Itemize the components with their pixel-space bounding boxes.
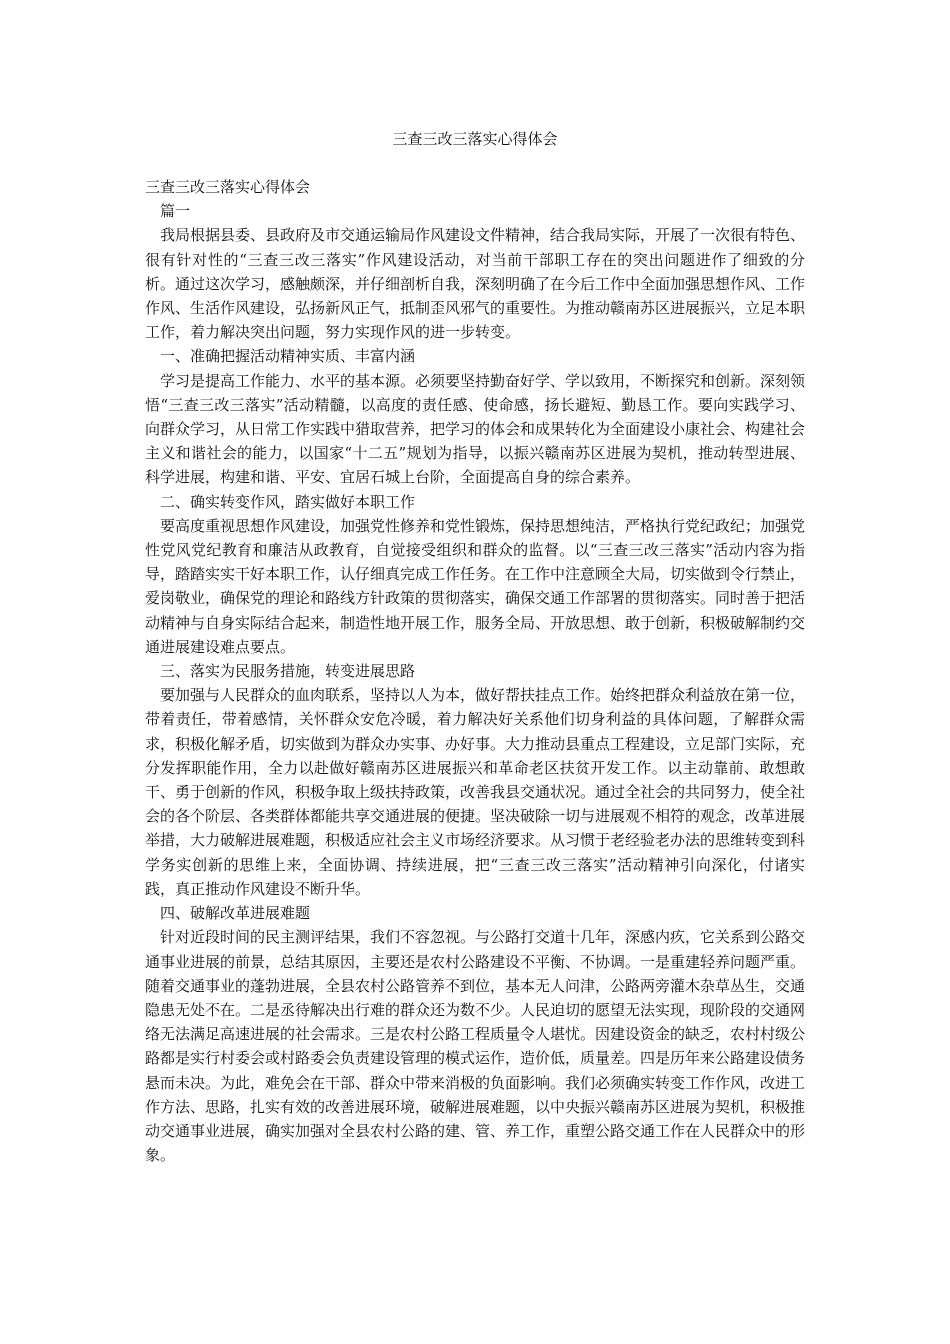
section-heading-four: 四、破解改革进展难题 bbox=[160, 904, 311, 923]
document-title: 三查三改三落实心得体会 bbox=[392, 130, 558, 148]
paragraph-section-four: 针对近段时间的民主测评结果，我们不容忽视。与公路打交道十几年，深感内疚，它关系到公路交通事业进展的前景，总结其原因，主要还是农村公路建设不平衡、不协调。一是重建轻养问题严重。随着交通事业的蓬勃进展，全县农村公路管养不到位，基本无人问津，公路两旁灌木杂草丛生，交通隐患无处不在。二是丞待解决出行难的群众还为数不少。人民迫切的愿望无法实现，现阶段的交通网络无法满足高速进展的社会需求。三是农村公路工程质量令人堪忧。因建设资金的缺乏，农村村级公路都是实行村委会或村路委会负责建设管理的模式运作，造价低，质量差。四是历年来公路建设债务悬而未决。为此，难免会在干部、群众中带来消极的负面影响。我们必须确实转变工作作风，改进工作方法、思路，扎实有效的改善进展环境，破解进展难题，以中央振兴赣南苏区进展为契机，积极推动交通事业进展，确实加强对全县农村公路的建、管、养工作，重塑公路交通工作在人民群众中的形象。 bbox=[145, 928, 806, 1165]
paragraph-intro: 我局根据县委、县政府及市交通运输局作风建设文件精神，结合我局实际，开展了一次很有特色、很有针对性的“三查三改三落实”作风建设活动，对当前干部职工存在的突出问题进作了细致的分析。通过这次学习，感触颇深，并仔细剖析自我，深刻明确了在今后工作中全面加强思想作风、工作作风、生活作风建设，弘扬新风正气，抵制歪风邪气的重要性。为推动赣南苏区进展振兴，立足本职工作，着力解决突出问题，努力实现作风的进一步转变。 bbox=[145, 226, 806, 342]
section-heading-one: 一、准确把握活动精神实质、丰富内涵 bbox=[160, 347, 416, 366]
document-subtitle: 三查三改三落实心得体会 bbox=[145, 178, 311, 196]
paragraph-section-one: 学习是提高工作能力、水平的基本源。必须要坚持勤奋好学、学以致用，不断探究和创新。深刻领悟“三查三改三落实”活动精髓，以高度的责任感、使命感，扬长避短、勤恳工作。要向实践学习、向群众学习，从日常工作实践中猎取营养，把学习的体会和成果转化为全面建设小康社会、构建社会主义和谐社会的能力，以国家“十二五”规划为指导，以振兴赣南苏区进展为契机，推动转型进展、科学进展，构建和谐、平安、宜居石城上台阶，全面提高自身的综合素养。 bbox=[145, 371, 806, 487]
section-label-part-one: 篇一 bbox=[160, 202, 191, 221]
paragraph-section-two: 要高度重视思想作风建设，加强党性修养和党性锻炼，保持思想纯洁，严格执行党纪政纪；加强党性党风党纪教育和廉洁从政教育，自觉接受组织和群众的监督。以“三查三改三落实”活动内容为指导，踏踏实实干好本职工作，认仔细真完成工作任务。在工作中注意顾全大局，切实做到令行禁止，爱岗敬业，确保党的理论和路线方针政策的贯彻落实，确保交通工作部署的贯彻落实。同时善于把活动精神与自身实际结合起来，制造性地开展工作，服务全局、开放思想、敢于创新，积极破解制约交通进展建设难点要点。 bbox=[145, 516, 806, 656]
section-heading-two: 二、确实转变作风，踏实做好本职工作 bbox=[160, 492, 416, 511]
section-heading-three: 三、落实为民服务措施，转变进展思路 bbox=[160, 662, 416, 681]
paragraph-section-three: 要加强与人民群众的血肉联系，坚持以人为本，做好帮扶挂点工作。始终把群众利益放在第一位，带着责任，带着感情，关怀群众安危冷暖，着力解决好关系他们切身利益的具体问题，了解群众需求，积极化解矛盾，切实做到为群众办实事、办好事。大力推动县重点工程建设，立足部门实际，充分发挥职能作用，全力以赴做好赣南苏区进展振兴和革命老区扶贫开发工作。以主动靠前、敢想敢干、勇于创新的作风，积极争取上级扶持政策，改善我县交通状况。通过全社会的共同努力，使全社会的各个阶层、各类群体都能共享交通进展的便捷。坚决破除一切与进展观不相符的观念，改革进展举措，大力破解进展难题，积极适应社会主义市场经济要求。从习惯于老经验老办法的思维转变到科学务实创新的思维上来，全面协调、持续进展，把“三查三改三落实”活动精神引向深化，付诸实践，真正推动作风建设不断升华。 bbox=[145, 686, 806, 898]
document-body bbox=[145, 175, 805, 1167]
